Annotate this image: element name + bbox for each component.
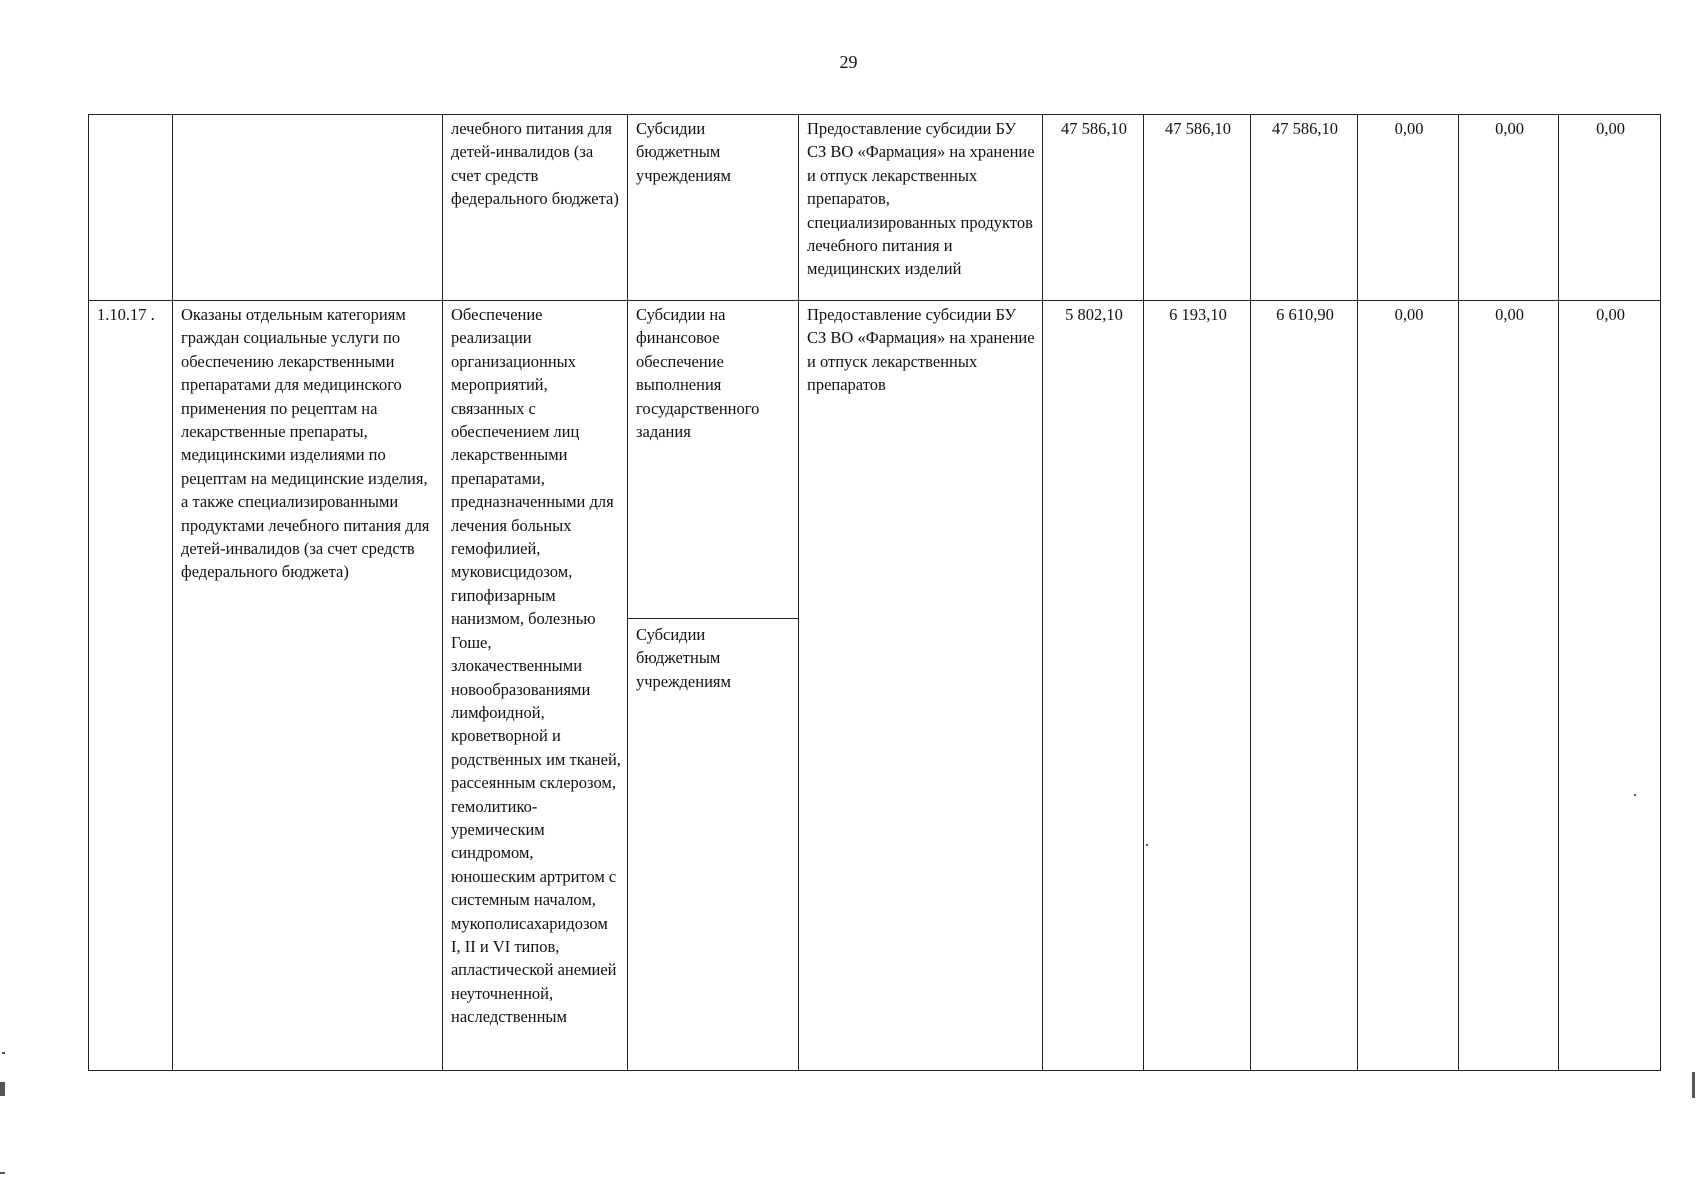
row-code <box>89 115 173 301</box>
value-cell: 0,00 <box>1358 115 1459 301</box>
scan-artifact <box>1634 794 1636 796</box>
scan-artifact <box>1146 844 1148 846</box>
scan-artifact <box>1692 1072 1695 1098</box>
value-cell: 0,00 <box>1358 301 1459 1071</box>
row-code: 1.10.17 . <box>89 301 173 1071</box>
row-description: Предоставление субсидии БУ СЗ ВО «Фармация» на хранение и отпуск лекарственных препаратов <box>799 301 1043 1071</box>
row-result: Оказаны отдельным категориям граждан социальные услуги по обеспечению лекарственными препаратами для медицинского применения по рецептам на лекарственные препараты, медицинскими изделиями по рецептам на медицинские изделия, а также специализированными продуктами лечебного питания для детей-инвалидов (за счет средств федерального бюджета) <box>173 301 443 1071</box>
value-cell: 47 586,10 <box>1043 115 1144 301</box>
value-cell: 0,00 <box>1459 115 1559 301</box>
row-event: Обеспечение реализации организационных мероприятий, связанных с обеспечением лиц лекарственными препаратами, предназначенными для лечения больных гемофилией, муковисцидозом, гипофизарным нанизмом, болезнью Гоше, злокачественными новообразованиями лимфоидной, кроветворной и родственных им тканей, рассеянным склерозом, гемолитико-уремическим синдромом, юношеским артритом с системным началом, мукополисахаридозом I, II и VI типов, апластической анемией неуточненной, наследственным <box>443 301 628 1071</box>
value-cell: 6 610,90 <box>1251 301 1358 1071</box>
funding-type-2: Субсидии бюджетным учреждениям <box>636 625 731 691</box>
value-cell: 0,00 <box>1459 301 1559 1071</box>
value-cell: 47 586,10 <box>1251 115 1358 301</box>
row-funding-type: Субсидии бюджетным учреждениям <box>628 115 799 301</box>
budget-table <box>88 114 1661 1071</box>
row-funding-types <box>628 301 799 1071</box>
table-row <box>89 115 1661 301</box>
value-cell: 5 802,10 <box>1043 301 1144 1071</box>
scan-artifact <box>0 1172 5 1174</box>
scan-artifact <box>2 1052 5 1054</box>
table-row <box>89 301 1661 1071</box>
scan-artifact <box>0 1082 5 1096</box>
row-result <box>173 115 443 301</box>
value-cell: 47 586,10 <box>1144 115 1251 301</box>
value-cell: 6 193,10 <box>1144 301 1251 1071</box>
page-number: 29 <box>839 52 858 72</box>
value-cell: 0,00 <box>1559 301 1661 1071</box>
row-event: лечебного питания для детей-инвалидов (за счет средств федерального бюджета) <box>443 115 628 301</box>
value-cell: 0,00 <box>1559 115 1661 301</box>
funding-type-1: Субсидии на финансовое обеспечение выполнения государственного задания <box>628 301 798 619</box>
row-description: Предоставление субсидии БУ СЗ ВО «Фармация» на хранение и отпуск лекарственных препаратов, специализированных продуктов лечебного питания и медицинских изделий <box>799 115 1043 301</box>
